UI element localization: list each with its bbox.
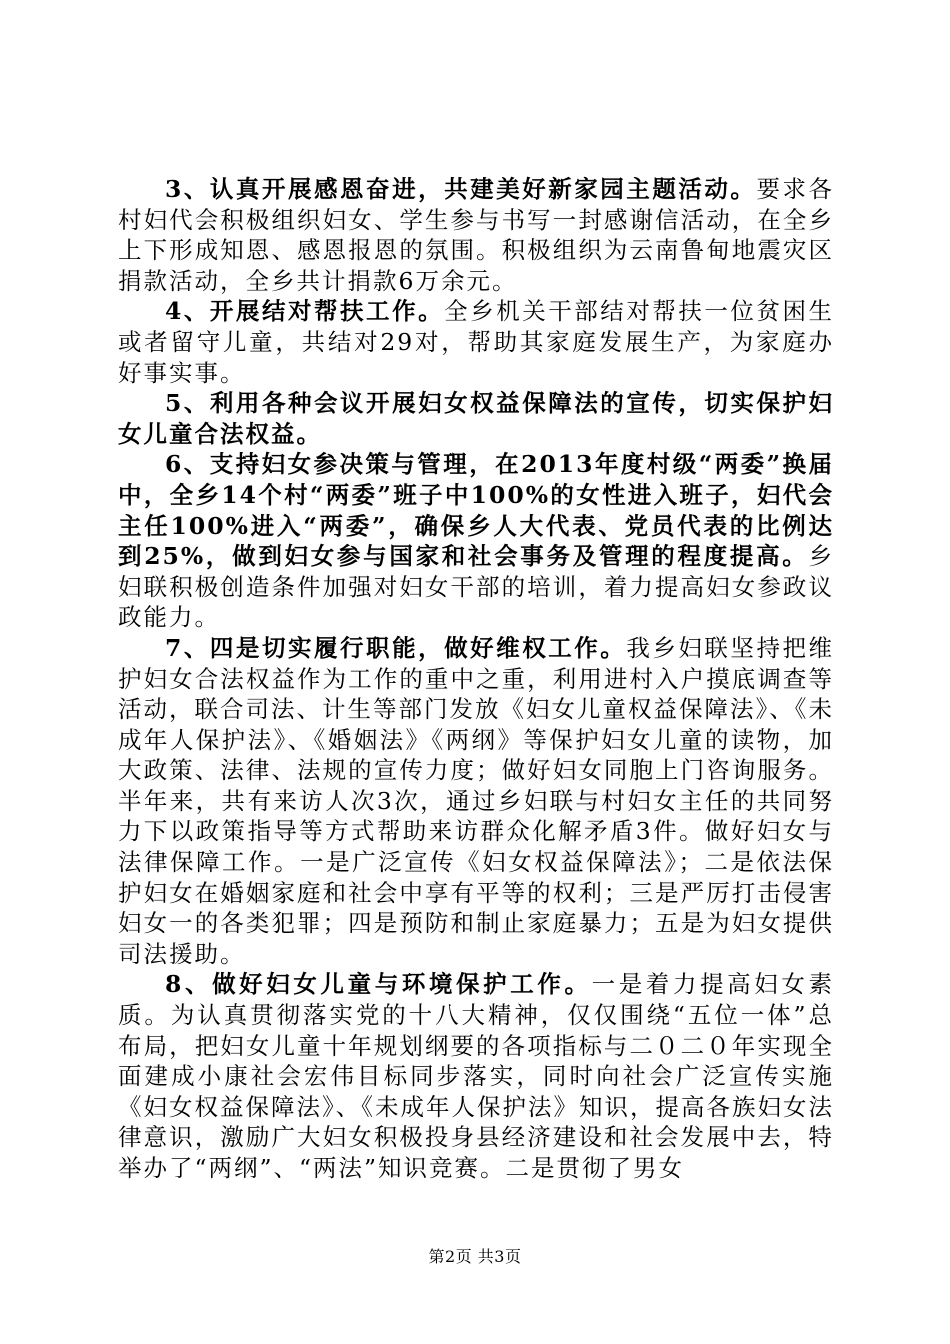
paragraph-5-heading: 5、利用各种会议开展妇女权益保障法的宣传，切实保护妇女儿童合法权益。: [118, 389, 834, 448]
page-number-label: 第2页 共3页: [428, 1247, 522, 1266]
paragraph-5: [118, 388, 834, 449]
paragraph-3-heading: 3、认真开展感恩奋进，共建美好新家园主题活动。: [165, 175, 757, 203]
paragraph-4-text: 全乡机关干部结对帮扶一位贫困生或者留守儿童，共结对29对，帮助其家庭发展生产，为家庭办好事实事。: [118, 297, 834, 387]
page-footer: [0, 1244, 950, 1267]
paragraph-3-text: 要求各村妇代会积极组织妇女、学生参与书写一封感谢信活动，在全乡上下形成知恩、感恩报恩的氛围。积极组织为云南鲁甸地震灾区捐款活动，全乡共计捐款6万余元。: [118, 175, 835, 295]
paragraph-6-heading: 6、支持妇女参决策与管理，在2013年度村级“两委”换届中，全乡14个村“两委”班子中100%的女性进入班子，妇代会主任100%进入“两委”，确保乡人大代表、党员代表的比例达到25%，做到妇女参与国家和社会事务及管理的程度提高。: [118, 450, 834, 571]
paragraph-3: [118, 174, 834, 296]
paragraph-8: [118, 969, 834, 1183]
paragraph-4-heading: 4、开展结对帮扶工作。: [165, 297, 445, 326]
paragraph-4: [118, 296, 834, 388]
document-body: [118, 174, 834, 1184]
paragraph-6: [118, 449, 834, 633]
paragraph-7-text: 我乡妇联坚持把维护妇女合法权益作为工作的重中之重，利用进村入户摸底调查等活动，联合司法、计生等部门发放《妇女儿童权益保障法》、《未成年人保护法》、《婚姻法》《两纲》等保护妇女儿童的读物，加大政策、法律、法规的宣传力度；做好妇女同胞上门咨询服务。半年来，共有来访人次3次，通过乡妇联与村妇女主任的共同努力下以政策指导等方式帮助来访群众化解矛盾3件。做好妇女与法律保障工作。一是广泛宣传《妇女权益保障法》；二是依法保护妇女在婚姻家庭和社会中享有平等的权利；三是严厉打击侵害妇女一的各类犯罪；四是预防和制止家庭暴力；五是为妇女提供司法援助。: [118, 633, 834, 968]
paragraph-7-heading: 7、四是切实履行职能，做好维权工作。: [165, 633, 627, 662]
paragraph-7: [118, 633, 834, 970]
paragraph-8-text: 一是着力提高妇女素质。为认真贯彻落实党的十八大精神，仅仅围绕“五位一体”总布局，把妇女儿童十年规划纲要的各项指标与二０二０年实现全面建成小康社会宏伟目标同步落实，同时向社会广泛宣传实施《妇女权益保障法》、《未成年人保护法》知识，提高各族妇女法律意识，激励广大妇女积极投身县经济建设和社会发展中去，特举办了“两纲”、“两法”知识竞赛。二是贯彻了男女: [118, 970, 835, 1182]
paragraph-6-text: 乡妇联积极创造条件加强对妇女干部的培训，着力提高妇女参政议政能力。: [118, 542, 834, 632]
paragraph-8-heading: 8、做好妇女儿童与环境保护工作。: [165, 970, 592, 999]
